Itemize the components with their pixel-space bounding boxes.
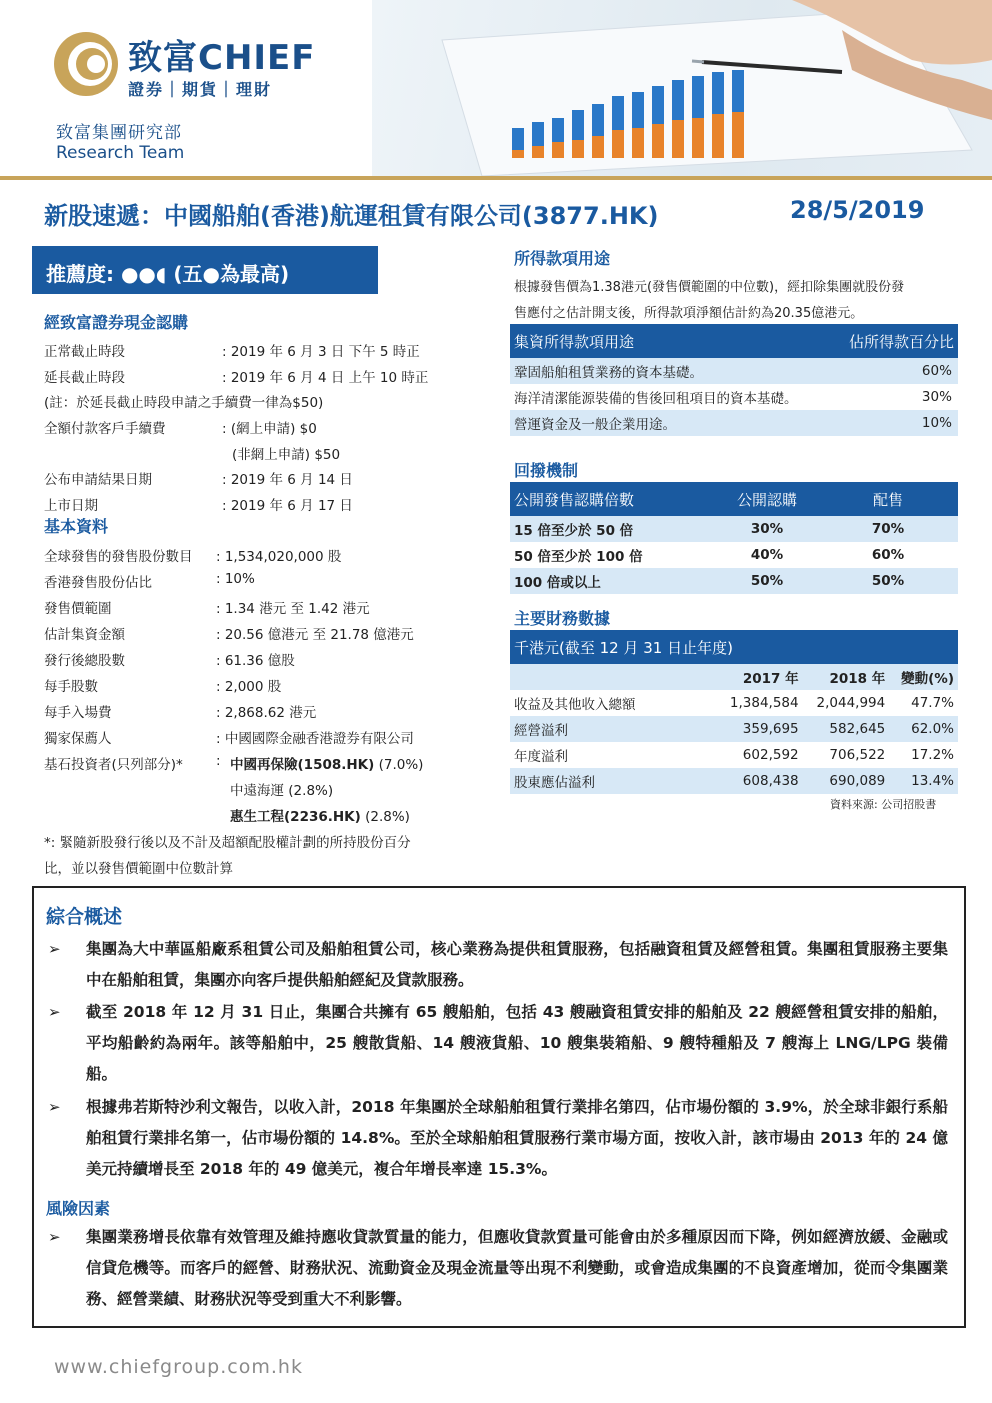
table-row	[510, 568, 958, 594]
row-label: 全額付款客戶手續費	[44, 421, 166, 437]
cell: 10%	[921, 415, 952, 431]
chief-logo-icon	[52, 30, 120, 98]
row-value: : 2019 年 6 月 4 日 上午 10 時正	[222, 370, 429, 386]
row-label: 正常截止時段	[44, 344, 125, 360]
financials-heading: 主要財務數據	[514, 609, 611, 628]
cell: 60%	[871, 547, 905, 563]
row-label: 上市日期	[44, 498, 98, 514]
cell: 30%	[750, 521, 784, 537]
cell: 1,384,584	[729, 695, 799, 711]
row-value: : 2,868.62 港元	[216, 705, 317, 721]
report-date: 28/5/2019	[790, 196, 925, 224]
table-row	[510, 542, 958, 568]
cornerstone-3-name: 惠生工程(2236.HK)	[230, 809, 361, 825]
row-value: : 1,534,020,000 股	[216, 549, 342, 565]
department-cn: 致富集團研究部	[56, 123, 182, 143]
cell: 收益及其他收入總額	[514, 697, 636, 713]
unit-header: 千港元(截至 12 月 31 日止年度)	[510, 630, 958, 664]
cell: 70%	[871, 521, 905, 537]
clawback-heading: 回撥機制	[514, 461, 579, 480]
cell: 690,089	[829, 773, 886, 789]
summary-box	[32, 886, 966, 1328]
cell: 602,592	[742, 747, 799, 763]
recommendation-banner: 推薦度: ●●◖ (五●為最高)	[32, 246, 378, 294]
fee-online: : (網上申請) $0	[222, 421, 317, 437]
cell: 股東應佔溢利	[514, 775, 595, 791]
cell: 經營溢利	[514, 723, 568, 739]
col-header: 公開認購	[716, 482, 818, 516]
cell	[510, 664, 716, 690]
cornerstone-2: 中遠海運 (2.8%)	[230, 783, 334, 799]
bullet-icon: ➢	[48, 1003, 61, 1021]
row-label: 基石投資者(只列部分)*	[44, 757, 183, 773]
table-header-row	[510, 324, 958, 358]
cell: 15 倍至少於 50 倍	[514, 523, 634, 539]
table-row	[510, 410, 958, 436]
col-header: 佔所得款百分比	[810, 324, 958, 358]
risk-point: 集團業務增長依靠有效管理及維持應收貸款質量的能力，但應收貸款質量可能會由於多種原因而下降，例如經濟放緩、金融或信貸危機等。而客戶的經營、財務狀況、流動資金及現金流量等出現不利變動，或會造成集團的不良資產增加，從而令集團業務、經營業績、財務狀況等受到重大不利影響。	[86, 1228, 948, 1308]
logo-wordmark: 致富CHIEF	[128, 38, 316, 78]
cell: 62.0%	[911, 721, 954, 737]
table-header-row	[510, 482, 958, 516]
col-header: 2018 年	[829, 671, 886, 687]
header-divider	[0, 176, 992, 180]
cell: 營運資金及一般企業用途。	[514, 417, 676, 433]
row-label: 延長截止時段	[44, 370, 125, 386]
source-note: 資料來源: 公司招股書	[830, 798, 937, 811]
cell: 鞏固船舶租賃業務的資本基礎。	[514, 365, 703, 381]
proceeds-table	[510, 324, 958, 436]
cell: 13.4%	[911, 773, 954, 789]
clawback-table	[510, 482, 958, 594]
subscription-heading: 經致富證券現金認購	[44, 313, 189, 332]
row-value: : 中國國際金融香港證券有限公司	[216, 731, 414, 747]
bullet-icon: ➢	[48, 1098, 61, 1116]
summary-heading: 綜合概述	[46, 906, 123, 928]
table-row	[510, 516, 958, 542]
footer-url: www.chiefgroup.com.hk	[54, 1356, 303, 1378]
cell: 30%	[921, 389, 952, 405]
bullet-icon: ➢	[48, 1228, 61, 1246]
table-row	[510, 742, 958, 768]
summary-point: 截至 2018 年 12 月 31 日止，集團合共擁有 65 艘船舶，包括 43 艘融資租賃安排的船舶及 22 艘經營租賃安排的船舶，平均船齡約為兩年。該等船舶中，25 艘散貨船、14 艘液貨船、10 艘集裝箱船、9 艘特種船及 7 艘海上 LNG/LPG 裝備船。	[86, 1003, 948, 1083]
subscription-note: (註：於延長截止時段申請之手續費一律為$50)	[44, 395, 324, 411]
cornerstone-colon: :	[216, 753, 221, 769]
col-header: 配售	[818, 482, 958, 516]
row-value: : 1.34 港元 至 1.42 港元	[216, 601, 370, 617]
row-label: 香港發售股份佔比	[44, 575, 152, 591]
report-title: 新股速遞：中國船舶(香港)航運租賃有限公司(3877.HK)	[44, 202, 659, 230]
table-subheader-row	[510, 664, 958, 690]
proceeds-text-1: 根據發售價為1.38港元(發售價範圍的中位數)，經扣除集團就股份發	[514, 280, 905, 295]
row-value: : 20.56 億港元 至 21.78 億港元	[216, 627, 414, 643]
col-header: 公開發售認購倍數	[510, 482, 716, 516]
cell: 60%	[921, 363, 952, 379]
cell: 50%	[871, 573, 905, 589]
proceeds-text-2: 售應付之估計開支後，所得款項淨額估計約為20.35億港元。	[514, 306, 864, 321]
row-value: : 2019 年 6 月 14 日	[222, 472, 353, 488]
hero-image-chart-hand	[372, 0, 992, 176]
row-label: 估計集資金額	[44, 627, 125, 643]
cell: 50%	[750, 573, 784, 589]
row-label: 每手股數	[44, 679, 98, 695]
table-row	[510, 358, 958, 384]
cell: 582,645	[829, 721, 886, 737]
cornerstone-1-pct: (7.0%)	[374, 757, 424, 773]
row-label: 公布申請結果日期	[44, 472, 152, 488]
cell: 100 倍或以上	[514, 575, 601, 591]
cell: 50 倍至少於 100 倍	[514, 549, 643, 565]
summary-point: 集團為大中華區船廠系租賃公司及船舶租賃公司，核心業務為提供租賃服務，包括融資租賃及經營租賃。集團租賃服務主要集中在船舶租賃，集團亦向客戶提供船舶經紀及貸款服務。	[86, 940, 948, 989]
cell: 359,695	[742, 721, 799, 737]
hero-illustration	[372, 0, 992, 176]
risk-heading: 風險因素	[46, 1199, 111, 1218]
col-header: 變動(%)	[901, 671, 954, 687]
cell: 2,044,994	[816, 695, 886, 711]
bullet-icon: ➢	[48, 940, 61, 958]
col-header: 集資所得款項用途	[510, 324, 810, 358]
table-row	[510, 690, 958, 716]
cell: 海洋清潔能源裝備的售後回租項目的資本基礎。	[514, 391, 798, 407]
col-header: 2017 年	[742, 671, 799, 687]
financials-table	[510, 630, 958, 794]
cell: 年度溢利	[514, 749, 568, 765]
row-label: 每手入場費	[44, 705, 112, 721]
logo-tagline: 證券｜期貨｜理財	[128, 80, 273, 99]
row-value: : 10%	[216, 571, 255, 587]
row-value: : 2019 年 6 月 3 日 下午 5 時正	[222, 344, 420, 360]
table-row	[510, 716, 958, 742]
cell: 608,438	[742, 773, 799, 789]
fee-offline: (非網上申請) $50	[232, 447, 341, 463]
cornerstone-1	[230, 753, 423, 773]
row-value: : 2,000 股	[216, 679, 282, 695]
table-row	[510, 768, 958, 794]
footnote-line-1: *: 緊隨新股發行後以及不計及超額配股權計劃的所持股份百分	[44, 835, 411, 851]
row-value: : 61.36 億股	[216, 653, 295, 669]
cornerstone-3-pct: (2.8%)	[360, 809, 410, 825]
summary-point: 根據弗若斯特沙利文報告，以收入計，2018 年集團於全球船舶租賃行業排名第四，佔市場份額的 3.9%，於全球非銀行系船舶租賃行業排名第一，佔市場份額的 14.8%。至於全球船舶租賃服務行業市場方面，按收入計，該市場由 2013 年的 24 億美元持續增長至 2018 年的 49 億美元，複合年增長率達 15.3%。	[86, 1098, 948, 1178]
cell: 706,522	[829, 747, 886, 763]
department-en: Research Team	[56, 143, 185, 163]
footnote-line-2: 比，並以發售價範圍中位數計算	[44, 861, 233, 877]
cell: 40%	[750, 547, 784, 563]
cell: 47.7%	[911, 695, 954, 711]
row-label: 全球發售的發售股份數目	[44, 549, 193, 565]
cornerstone-1-name: 中國再保險(1508.HK)	[230, 757, 375, 773]
row-label: 發售價範圍	[44, 601, 112, 617]
proceeds-heading: 所得款項用途	[514, 249, 611, 268]
table-row	[510, 384, 958, 410]
table-header-row	[510, 630, 958, 664]
basic-info-heading: 基本資料	[44, 517, 109, 536]
page-header	[0, 0, 992, 180]
row-label: 獨家保薦人	[44, 731, 112, 747]
cell: 17.2%	[911, 747, 954, 763]
row-label: 發行後總股數	[44, 653, 125, 669]
row-value: : 2019 年 6 月 17 日	[222, 498, 353, 514]
cornerstone-3	[230, 805, 410, 825]
